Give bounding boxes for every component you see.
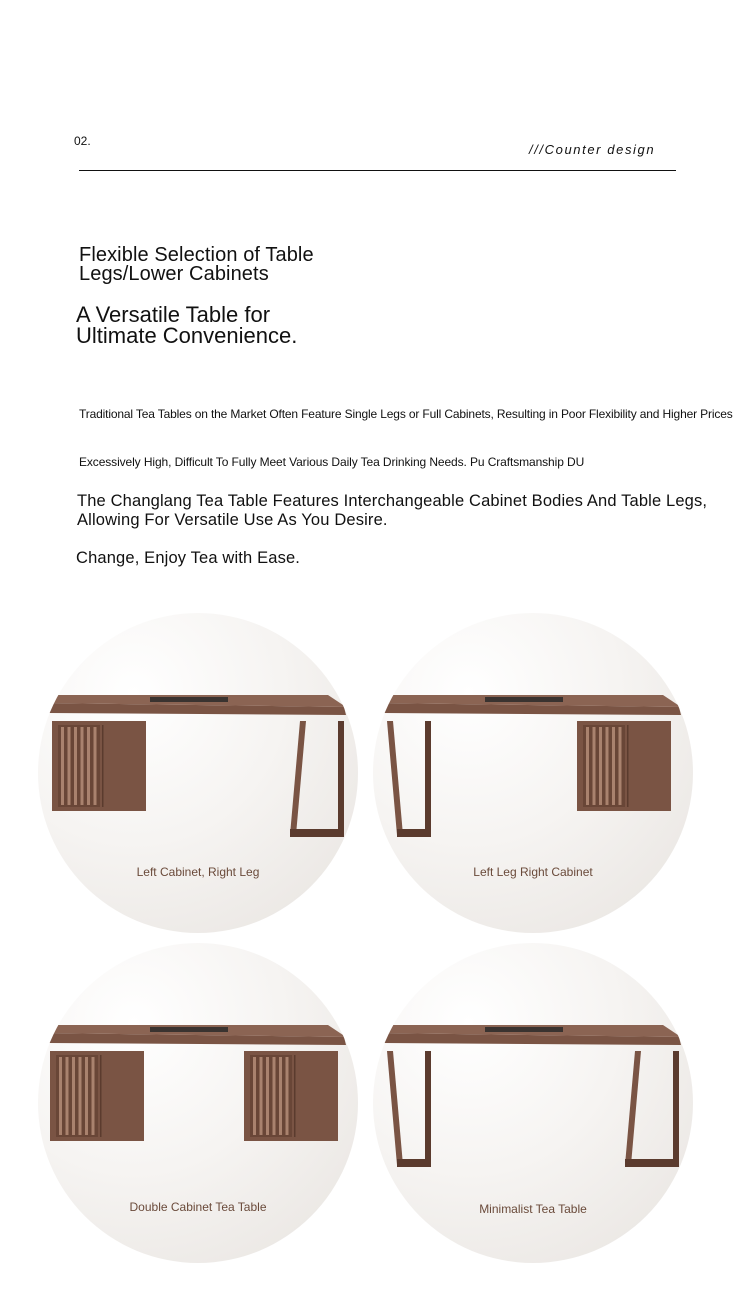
- subheading-line-1: Flexible Selection of Table: [79, 244, 314, 266]
- option-label: Double Cabinet Tea Table: [129, 1200, 267, 1214]
- cabinet-slat: [612, 727, 615, 805]
- table-leg: [425, 1051, 431, 1165]
- cabinet-slat: [87, 727, 90, 805]
- option-double-cabinet[interactable]: [38, 943, 358, 1263]
- cabinet-slat: [92, 1057, 95, 1135]
- table-illustration: [373, 613, 693, 933]
- header-divider: [79, 170, 676, 171]
- option-left-cabinet-right-leg[interactable]: [38, 613, 358, 933]
- paragraph-tagline: Change, Enjoy Tea with Ease.: [76, 549, 301, 567]
- cabinet-slat: [606, 727, 609, 805]
- table-leg: [338, 721, 344, 835]
- subheading: [79, 246, 314, 284]
- cabinet-slat: [66, 1057, 69, 1135]
- headline-line-1: A Versatile Table for: [76, 302, 271, 327]
- cabinet-slat: [74, 727, 77, 805]
- table-leg-foot: [397, 829, 431, 837]
- table-leg: [673, 1051, 679, 1165]
- cabinet-slat: [81, 727, 84, 805]
- table-leg-foot: [397, 1159, 431, 1167]
- headline: [76, 304, 297, 346]
- table-leg: [387, 721, 403, 835]
- cabinet-slat: [586, 727, 589, 805]
- subheading-line-2: Legs/Lower Cabinets: [79, 263, 269, 285]
- paragraph-market: Traditional Tea Tables on the Market Often Feature Single Legs or Full Cabinets, Resulting in Poor Flexibility and Higher Prices: [79, 407, 733, 421]
- table-illustration: [38, 943, 358, 1263]
- cabinet-slat: [286, 1057, 289, 1135]
- cabinet-slat: [59, 1057, 62, 1135]
- table-leg: [425, 721, 431, 835]
- cabinet-seam: [102, 725, 104, 807]
- cabinet-seam: [100, 1055, 102, 1137]
- option-label: Left Leg Right Cabinet: [473, 865, 593, 879]
- cabinet-slat: [72, 1057, 75, 1135]
- cabinet-slat: [85, 1057, 88, 1135]
- headline-line-2: Ultimate Convenience.: [76, 323, 298, 348]
- cabinet-slat: [279, 1057, 282, 1135]
- tea-tray-inset: [150, 1027, 228, 1032]
- table-leg: [625, 1051, 641, 1165]
- option-minimalist[interactable]: [373, 943, 693, 1263]
- cabinet-slat: [599, 727, 602, 805]
- tea-tray-inset: [485, 697, 563, 702]
- table-leg: [387, 1051, 403, 1165]
- table-leg-foot: [625, 1159, 679, 1167]
- features-line-1: The Changlang Tea Table Features Interchangeable Cabinet Bodies And Table Legs,: [77, 492, 708, 510]
- cabinet-seam: [294, 1055, 296, 1137]
- cabinet-slat: [619, 727, 622, 805]
- section-tag: ///Counter design: [529, 142, 656, 157]
- option-label: Minimalist Tea Table: [479, 1202, 587, 1216]
- cabinet-slat: [260, 1057, 263, 1135]
- cabinet-slat: [61, 727, 64, 805]
- cabinet-seam: [627, 725, 629, 807]
- table-leg: [290, 721, 306, 835]
- tea-tray-inset: [485, 1027, 563, 1032]
- table-leg-foot: [290, 829, 344, 837]
- cabinet-slat: [68, 727, 71, 805]
- cabinet-slat: [273, 1057, 276, 1135]
- option-label: Left Cabinet, Right Leg: [136, 865, 260, 879]
- paragraph-needs: Excessively High, Difficult To Fully Meet Various Daily Tea Drinking Needs. Pu Craftsmanship DU: [79, 455, 585, 469]
- option-left-leg-right-cabinet[interactable]: [373, 613, 693, 933]
- section-number: 02.: [74, 134, 91, 148]
- features-line-2: Allowing For Versatile Use As You Desire.: [77, 510, 388, 529]
- paragraph-features: [77, 492, 707, 529]
- cabinet-slat: [94, 727, 97, 805]
- cabinet-slat: [593, 727, 596, 805]
- table-illustration: [38, 613, 358, 933]
- cabinet-slat: [79, 1057, 82, 1135]
- cabinet-slat: [253, 1057, 256, 1135]
- tea-tray-inset: [150, 697, 228, 702]
- cabinet-slat: [266, 1057, 269, 1135]
